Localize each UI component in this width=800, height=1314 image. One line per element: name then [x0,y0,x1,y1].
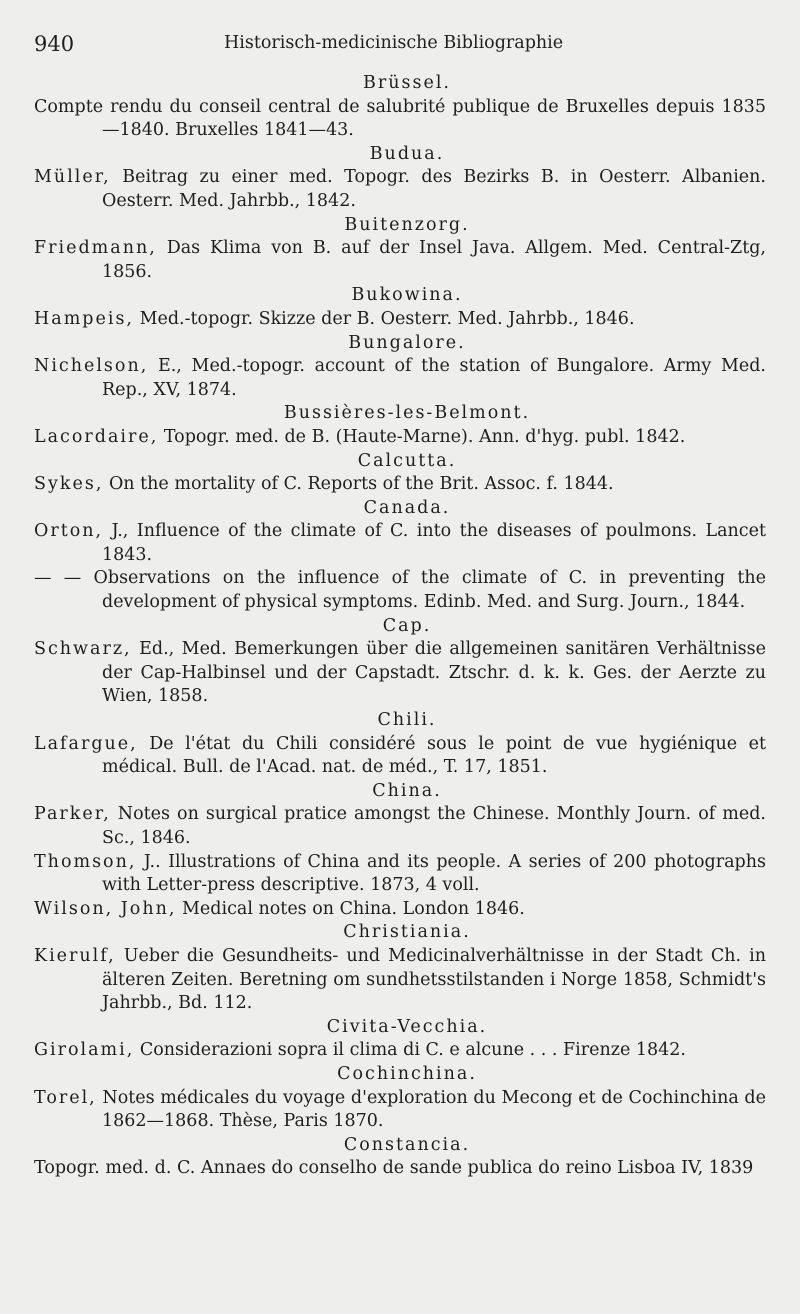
place-heading: Chili. [377,710,437,731]
entry-author: Nichelson, [34,356,149,377]
entry-text: Med.-topogr. Skizze der B. Oesterr. Med. Jahrbb., 1846. [134,308,635,329]
entry-text: Ueber die Gesundheits- und Medicinalverhältnisse in der Stadt Ch. in älteren Zeiten. Beretning om sundhetsstilstanden i Norge 1858, Schmidt's Jahrbb., Bd. 112. [102,945,766,1014]
entry-text: On the mortality of C. Reports of the Brit. Assoc. f. 1844. [103,474,614,495]
entry-author: Kierulf, [34,945,116,966]
entry-author: Thomson, [34,851,137,872]
bibliography-entry [34,898,766,922]
entry-author: Friedmann, [34,238,157,259]
entry-text: Compte rendu du conseil central de salubrité publique de Bruxelles depuis 1835—1840. Bruxelles 1841—43. [34,96,766,141]
page-header [34,30,766,62]
bibliography-entry [34,945,766,1016]
bibliography-entry [34,473,766,497]
bibliography-entry [34,355,766,402]
entry-author: Girolami, [34,1040,135,1061]
place-heading: Brüssel. [363,73,451,93]
place-heading: Civita-Vecchia. [326,1016,488,1037]
entry-text: De l'état du Chili considéré sous le point de vue hygiénique et médical. Bull. de l'Acad. nat. de méd., T. 17, 1851. [102,733,766,778]
bibliography-entry [34,308,766,332]
bibliography-section [34,1063,766,1134]
entry-text: Topogr. med. de B. (Haute-Marne). Ann. d'hyg. publ. 1842. [158,426,686,447]
bibliography-section [34,497,766,615]
place-heading: China. [372,780,442,801]
place-heading: Bussières-les-Belmont. [283,403,531,424]
entry-text: J.. Illustrations of China and its people. A series of 200 photographs with Letter-press descriptive. 1873, 4 voll. [102,851,766,896]
entry-text: Notes médicales du voyage d'exploration du Mecong et de Cochinchina de 1862—1868. Thèse, Paris 1870. [96,1087,766,1132]
entry-author: Schwarz, [34,639,132,660]
entry-author: Hampeis, [34,308,134,329]
bibliography-section [34,332,766,403]
entry-text: J., Influence of the climate of C. into the diseases of poulmons. Lancet 1843. [102,521,766,565]
bibliography-entry [34,638,766,709]
bibliography-section [34,709,766,780]
entry-text: Beitrag zu einer med. Topogr. des Bezirks B. in Oesterr. Albanien. Oesterr. Med. Jahrbb., 1842. [102,167,766,211]
bibliography-section [34,402,766,449]
entry-text: Ed., Med. Bemerkungen über die allgemeinen sanitären Verhältnisse der Cap-Halbinsel und der Capstadt. Ztschr. d. k. k. Ges. der Aerzte zu Wien, 1858. [102,639,766,707]
bibliography-entry [34,851,766,898]
bibliography-section [34,1016,766,1063]
place-heading: Cochinchina. [337,1063,477,1084]
bibliography-entry [34,520,766,567]
entry-author: Sykes, [34,474,104,495]
page-number: 940 [34,32,75,56]
bibliography-entry [34,733,766,780]
place-heading: Constancia. [343,1134,471,1155]
place-heading: Christiania. [343,922,471,943]
bibliography-entry [34,567,766,614]
bibliography-section [34,72,766,143]
entry-text: Notes on surgical pratice amongst the Chinese. Monthly Journ. of med. Sc., 1846. [102,804,766,848]
bibliography-section [34,450,766,497]
bibliography-section [34,143,766,214]
bibliography-entry [34,166,766,213]
bibliography-entry [34,1157,766,1181]
entry-author: Torel, [34,1087,97,1108]
bibliography-section [34,780,766,922]
bibliography-section [34,1134,766,1181]
entry-author: Orton, [34,521,104,542]
bibliography-entry [34,237,766,284]
bibliography-section [34,214,766,285]
entry-text: Das Klima von B. auf der Insel Java. Allgem. Med. Central-Ztg, 1856. [102,238,766,282]
bibliography-entry [34,1039,766,1063]
entry-text: — — Observations on the influence of the climate of C. in preventing the development of physical symptoms. Edinb. Med. and Surg. Journ., 1844. [34,568,766,613]
entry-text: Medical notes on China. London 1846. [176,898,525,919]
entry-author: Parker, [34,804,111,825]
entry-author: Müller, [34,167,111,188]
entry-author: Wilson, John, [34,898,177,919]
bibliography-entry [34,1087,766,1134]
entry-author: Lacordaire, [34,426,159,447]
place-heading: Cap. [382,615,432,636]
entry-text: Topogr. med. d. C. Annaes do conselho de sande publica do reino Lisboa IV, 1839 [34,1158,754,1179]
place-heading: Canada. [363,497,451,518]
place-heading: Bungalore. [348,332,466,353]
entry-text: Considerazioni sopra il clima di C. e alcune . . . Firenze 1842. [134,1040,686,1061]
bibliography-list [34,72,766,1181]
running-title: Historisch-medicinische Bibliographie [224,33,564,53]
place-heading: Bukowina. [351,285,463,306]
bibliography-entry [34,96,766,143]
entry-text: E., Med.-topogr. account of the station of Bungalore. Army Med. Rep., XV, 1874. [102,356,766,400]
entry-author: Lafargue, [34,733,138,754]
bibliography-section [34,615,766,709]
place-heading: Buitenzorg. [344,214,470,235]
place-heading: Budua. [369,143,445,164]
bibliography-section [34,921,766,1015]
bibliography-entry [34,426,766,450]
bibliography-entry [34,803,766,850]
bibliography-section [34,284,766,331]
place-heading: Calcutta. [357,450,457,471]
